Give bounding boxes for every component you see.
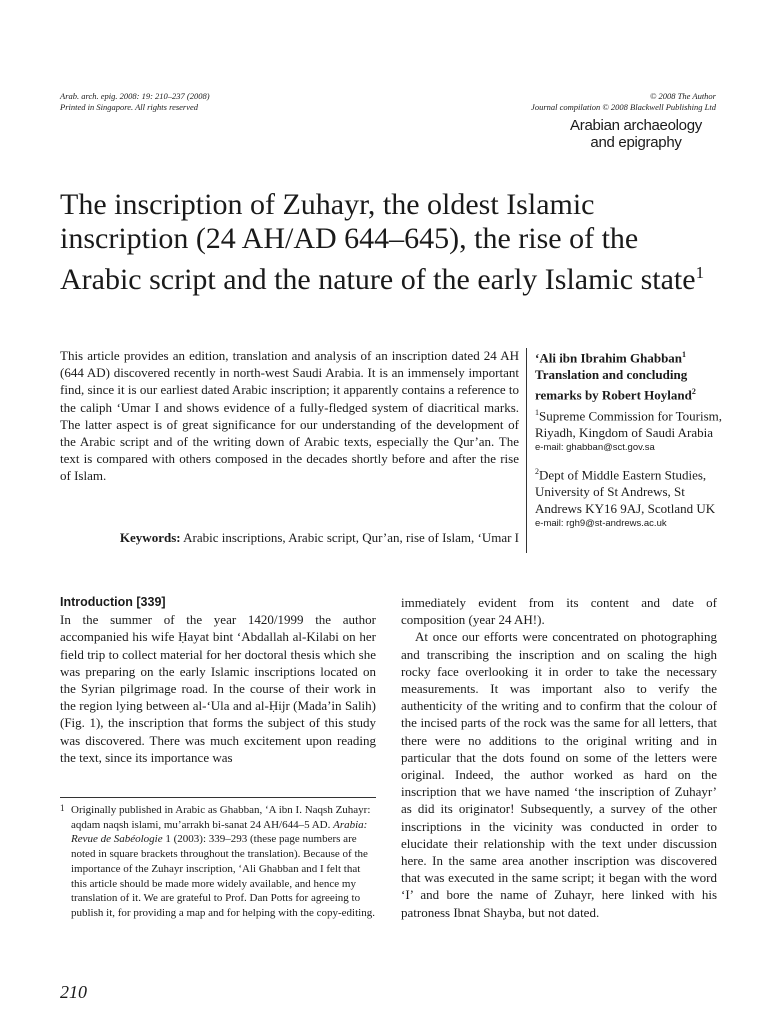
page-number: 210 [60,982,87,1002]
author-names [535,346,725,404]
body-column-2 [401,594,717,921]
journal-name [556,117,716,151]
email-2: e-mail: rgh9@st-andrews.ac.uk [535,518,667,530]
aff2-mark: 2 [535,466,539,476]
aff2-text: Dept of Middle Eastern Studies, University of St Andrews, St Andrews KY16 9AJ, Scotland UK [535,467,716,517]
journal-name-line2: and epigraphy [590,134,682,151]
citation-info [60,91,210,113]
article-title [60,188,720,297]
title-footnote-mark: 1 [695,263,705,282]
keywords [60,529,519,546]
author-block [535,346,725,531]
footnote-divider [60,797,376,798]
keywords-list: Arabic inscriptions, Arabic script, Qur’an, rise of Islam, ‘Umar I [183,530,519,545]
aff1-text: Supreme Commission for Tourism, Riyadh, Kingdom of Saudi Arabia [535,407,723,440]
introduction-heading: Introduction [339] [60,595,166,609]
article-title-text: The inscription of Zuhayr, the oldest Islamic inscription (24 AH/AD 644–645), the rise of the Arabic script and the nature of the early Islamic state [60,188,696,296]
abstract: This article provides an edition, translation and analysis of an inscription dated 24 AH (644 AD) discovered recently in north-west Saudi Arabia. It is an immensely important find, since it is our earliest dated Arabic inscription; it apparently contains a reference to the caliph ‘Umar I and shows evidence of a fully-fledged system of diacritical marks. The latter aspect is of great significance for our understanding of the development of the Arabic script and of the writing down of Arabic texts, especially the Qur’an. The text is compared with others composed in the decades shortly before and after the rise of Islam. [60,348,519,484]
body-paragraph: At once our efforts were concentrated on photographing and transcribing the inscription and on scaling the high rocky face overlooking it in order to take the necessary measurements. It was important also to verify the authenticity of the writing and to confirm that the colour of the incised parts of the rock was the same for all letters, that there were no additions to the original writing and in particular that the dots found on some of the letters were original. Indeed, the author worked as hard on the inscription that we have named ‘the inscription of Zuhayr’ as did its originator! Subsequently, a survey of the other inscriptions in the vicinity was conducted in order to elucidate their relationship with the text under discussion here. In the same area another inscription was discovered that was executed in the same script; it began with the word ‘I’ and bore the name of Zuhayr, here linked with his patroness Ibnat Shayba, but not dated. [401,629,717,920]
footnote-journal: Arabia: Revue de Sabéologie [71,818,368,846]
column-divider [526,348,527,553]
body-column-1 [60,594,376,766]
body-paragraph: In the summer of the year 1420/1999 the author accompanied his wife Ḥayat bint ‘Abdallah al-Kilabi on her field trip to collect material for her doctoral thesis which she was preparing on the early Islamic inscriptions located on the Syrian pilgrimage road. In the course of their work in the region lying between al-‘Ula and al-Ḥijr (Mada’in Salih) (Fig. 1), the inscription that forms the subject of this study was discovered. There was much excitement upon reading the text, since its importance was [60,612,376,765]
journal-name-line1: Arabian archaeology [570,117,702,134]
author1-name: ‘Ali ibn Ibrahim Ghabban [535,350,683,366]
citation-line: Arab. arch. epig. 2008: 19: 210–237 (2008) [60,91,210,101]
author2-mark: 2 [691,387,696,397]
footnote-text-part1: Originally published in Arabic as Ghabban, ‘A ibn I. Naqsh Zuhayr: aqdam naqsh islami, mu’arrakh bi-sanat 24 AH/644–5 AD. [71,804,371,831]
author1-mark: 1 [682,350,687,359]
email-1: e-mail: ghabban@sct.gov.sa [535,441,655,453]
copyright-info [531,91,716,113]
footnote [60,803,376,921]
footnote-text [71,803,376,921]
aff1-mark: 1 [535,407,539,417]
author2-name: Translation and concluding remarks by Robert Hoyland [535,367,692,403]
affiliation-1 [535,404,725,441]
footnote-mark: 1 [60,803,65,813]
footnote-text-part2: 1 (2003): 339–293 (these page numbers are noted in square brackets throughout the translation). Because of the importance of the Zuhayr inscription, ‘Ali Ghabban and I felt that this article should be made more widely available, and hence my translation of it. We are grateful to Prof. Dan Potts for agreeing to publish it, for providing a map and for helping with the copy-editing. [71,833,375,919]
affiliation-2 [535,463,725,517]
printed-line: Printed in Singapore. All rights reserved [60,102,199,112]
body-paragraph: immediately evident from its content and date of composition (year 24 AH!). [401,595,717,628]
keywords-label: Keywords: [119,530,181,545]
copyright-line: © 2008 The Author [649,91,716,101]
journal-compilation-line: Journal compilation © 2008 Blackwell Publishing Ltd [531,102,716,112]
